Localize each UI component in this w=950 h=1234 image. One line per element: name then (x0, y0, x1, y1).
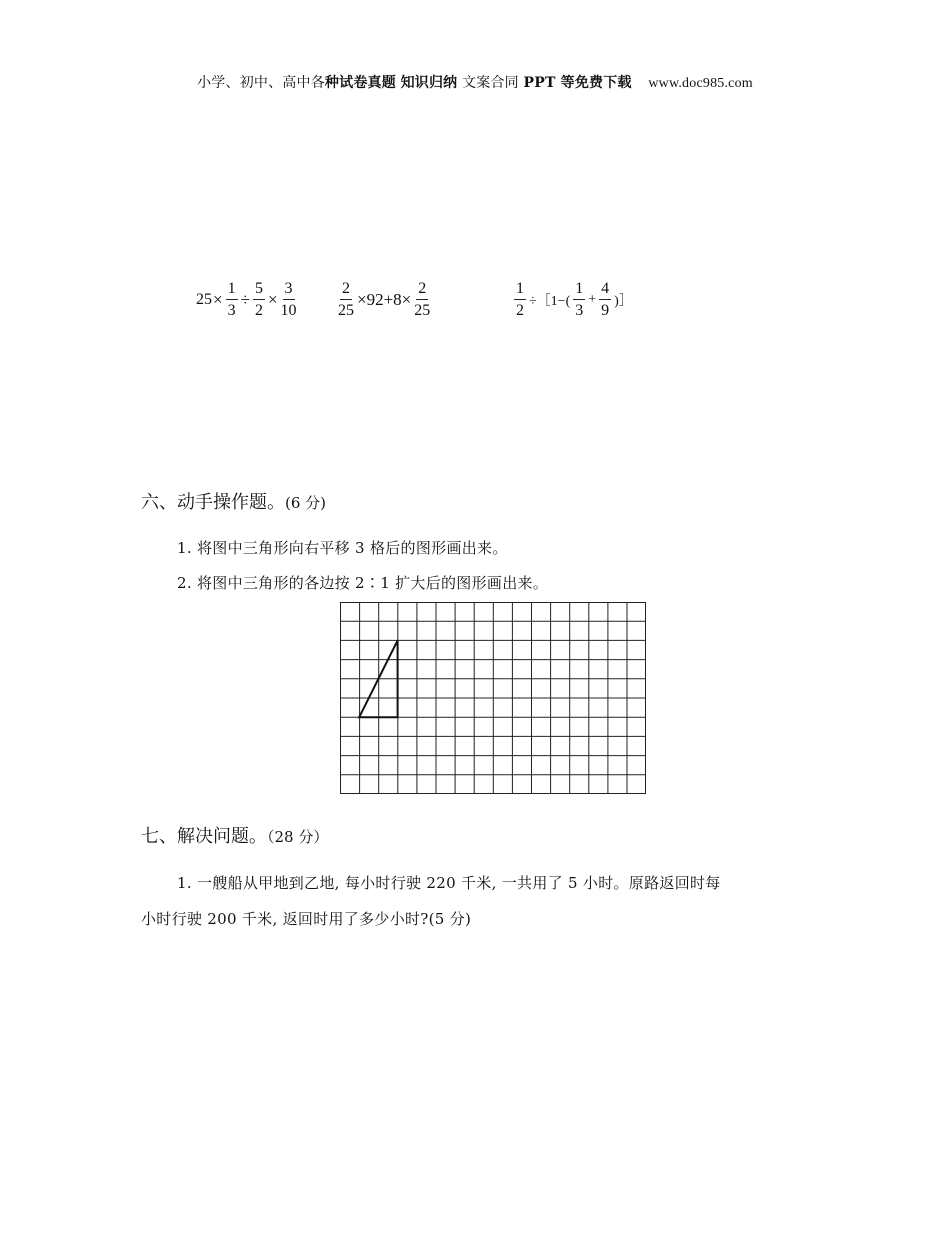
header-text-3: 知识归纳 (400, 75, 458, 91)
fraction: $\frac{5}{2}$ (254, 280, 263, 319)
page-header (0, 72, 950, 92)
fraction: $\frac{2}{25}$ (414, 280, 431, 319)
times-sign: × (213, 290, 223, 309)
expression-3 (512, 278, 634, 322)
square-grid (340, 602, 646, 794)
fraction: $\frac{1}{2}$ (516, 280, 524, 319)
fraction: $\frac{1}{3}$ (227, 280, 236, 319)
header-text-2: 种试卷真题 (324, 75, 396, 91)
fraction: $\frac{4}{9}$ (601, 280, 610, 319)
section-6-question-2: 2. 将图中三角形的各边按 2∶1 扩大后的图形画出来。 (177, 574, 549, 592)
divide-sign: ÷ (240, 290, 250, 309)
section-7-title: 七、解决问题。（28 分） (141, 826, 329, 847)
grid-lines (340, 602, 646, 794)
header-text-4: 文案合同 (462, 75, 519, 91)
fraction: $\frac{1}{3}$ (575, 280, 584, 319)
expression-2 (336, 278, 432, 322)
expression-1 (196, 278, 299, 322)
plus-sign: + (588, 292, 597, 307)
section-6-points: (6 分) (285, 494, 327, 512)
section-7-question-1-line-2: 小时行驶 200 千米, 返回时用了多少小时?(5 分) (141, 910, 472, 928)
expr3-divide-bracket: ÷［1−( (529, 294, 571, 309)
expr1-lead: 25 (196, 291, 212, 308)
calculation-row (196, 278, 756, 326)
header-url: www.doc985.com (648, 76, 753, 91)
section-6-title: 六、动手操作题。(6 分) (141, 492, 327, 513)
expr2-middle: ×92+8× (357, 290, 412, 309)
header-text-1: 小学、初中、高中各 (197, 75, 325, 91)
section-7-points: （28 分） (267, 828, 329, 846)
fraction: $\frac{2}{25}$ (338, 280, 354, 319)
expr3-close: )］ (614, 294, 633, 309)
fraction: $\frac{3}{10}$ (280, 280, 297, 319)
section-6-question-1: 1. 将图中三角形向右平移 3 格后的图形画出来。 (177, 539, 508, 557)
header-text-5: PPT 等免费下载 (523, 75, 632, 91)
times-sign: × (267, 290, 278, 309)
section-7-question-1-line-1: 1. 一艘船从甲地到乙地, 每小时行驶 220 千米, 一共用了 5 小时。原路返回时每 (177, 874, 721, 892)
